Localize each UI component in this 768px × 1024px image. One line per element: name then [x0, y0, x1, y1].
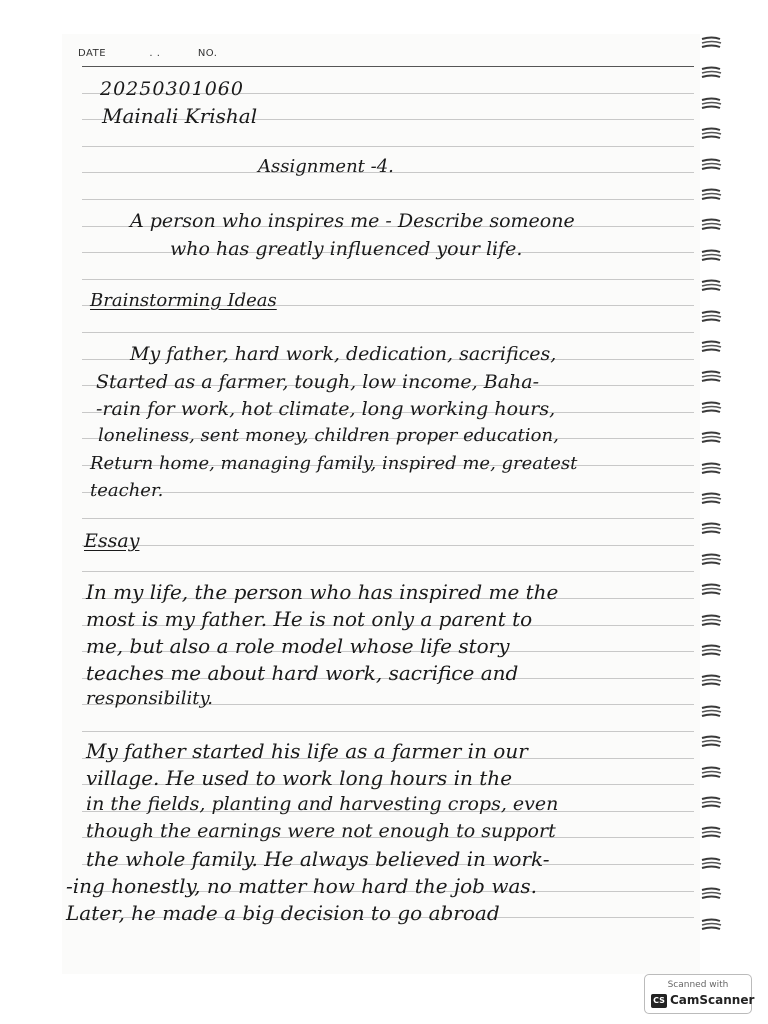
spiral-binding-icon: [700, 36, 724, 50]
spiral-binding-icon: [700, 401, 724, 415]
brainstorm-line: Started as a farmer, tough, low income, Baha-: [96, 371, 540, 393]
essay-line: teaches me about hard work, sacrifice and: [86, 661, 519, 685]
page-header: [78, 48, 217, 59]
brainstorm-line: -rain for work, hot climate, long working hours,: [96, 398, 556, 420]
ruled-line: [82, 571, 694, 572]
spiral-binding-icon: [700, 462, 724, 476]
essay-line: -ing honestly, no matter how hard the job was.: [66, 874, 537, 898]
badge-brand: CamScanner: [670, 993, 755, 1007]
camscanner-badge: [644, 974, 755, 1014]
essay-line: In my life, the person who has inspired me the: [86, 580, 559, 604]
spiral-binding-icon: [700, 310, 724, 324]
prompt-line-2: who has greatly influenced your life.: [170, 238, 523, 260]
date-label: DATE: [78, 48, 107, 59]
essay-line: village. He used to work long hours in the: [86, 766, 513, 790]
spiral-binding-icon: [700, 158, 724, 172]
essay-line: though the earnings were not enough to support: [86, 820, 556, 842]
ruled-line: [82, 731, 694, 732]
spiral-binding-icon: [700, 735, 724, 749]
assignment-title: Assignment -4.: [258, 156, 394, 177]
student-id: 20250301060: [100, 78, 244, 100]
essay-line: in the fields, planting and harvesting crops, even: [86, 793, 559, 815]
spiral-binding-icon: [700, 583, 724, 597]
brainstorm-heading: Brainstorming Ideas: [90, 290, 277, 311]
essay-line: most is my father. He is not only a parent to: [86, 607, 533, 631]
spiral-binding-icon: [700, 796, 724, 810]
essay-line: Later, he made a big decision to go abroad: [66, 901, 500, 925]
ruled-line: [82, 146, 694, 147]
spiral-binding-icon: [700, 644, 724, 658]
essay-line: the whole family. He always believed in work-: [86, 847, 550, 871]
camscanner-logo-icon: CS: [651, 994, 667, 1008]
header-rule: [82, 66, 694, 67]
essay-heading: Essay: [84, 530, 140, 552]
badge-caption: Scanned with: [667, 980, 729, 990]
essay-line: My father started his life as a farmer in our: [86, 739, 528, 763]
spiral-binding-icon: [700, 766, 724, 780]
ruled-line: [82, 492, 694, 493]
essay-line: me, but also a role model whose life story: [86, 634, 510, 658]
spiral-binding-icon: [700, 218, 724, 232]
student-name: Mainali Krishal: [102, 104, 258, 128]
spiral-binding-icon: [700, 340, 724, 354]
spiral-binding-icon: [700, 188, 724, 202]
spiral-binding-icon: [700, 614, 724, 628]
spiral-binding-icon: [700, 674, 724, 688]
spiral-binding-icon: [700, 492, 724, 506]
brainstorm-line: Return home, managing family, inspired me, greatest: [90, 453, 578, 474]
ruled-line: [82, 279, 694, 280]
spiral-binding-icon: [700, 249, 724, 263]
number-label: NO.: [197, 48, 218, 59]
spiral-binding-icon: [700, 127, 724, 141]
ruled-line: [82, 518, 694, 519]
brainstorm-line: loneliness, sent money, children proper education,: [98, 425, 559, 446]
spiral-binding-icon: [700, 553, 724, 567]
spiral-binding-icon: [700, 857, 724, 871]
ruled-line: [82, 332, 694, 333]
ruled-line: [82, 545, 694, 546]
brainstorm-line: My father, hard work, dedication, sacrifices,: [130, 343, 557, 365]
essay-line: responsibility.: [86, 688, 213, 709]
spiral-binding-icon: [700, 279, 724, 293]
prompt-line-1: A person who inspires me - Describe someone: [130, 210, 575, 232]
spiral-binding-icon: [700, 522, 724, 536]
spiral-binding-icon: [700, 431, 724, 445]
date-dots: . .: [149, 48, 161, 59]
spiral-binding-icon: [700, 370, 724, 384]
spiral-binding-icon: [700, 66, 724, 80]
spiral-binding-icon: [700, 826, 724, 840]
spiral-binding-icon: [700, 887, 724, 901]
ruled-line: [82, 199, 694, 200]
brainstorm-line: teacher.: [90, 480, 164, 501]
spiral-binding-icon: [700, 97, 724, 111]
spiral-binding-icon: [700, 705, 724, 719]
spiral-binding-icon: [700, 918, 724, 932]
